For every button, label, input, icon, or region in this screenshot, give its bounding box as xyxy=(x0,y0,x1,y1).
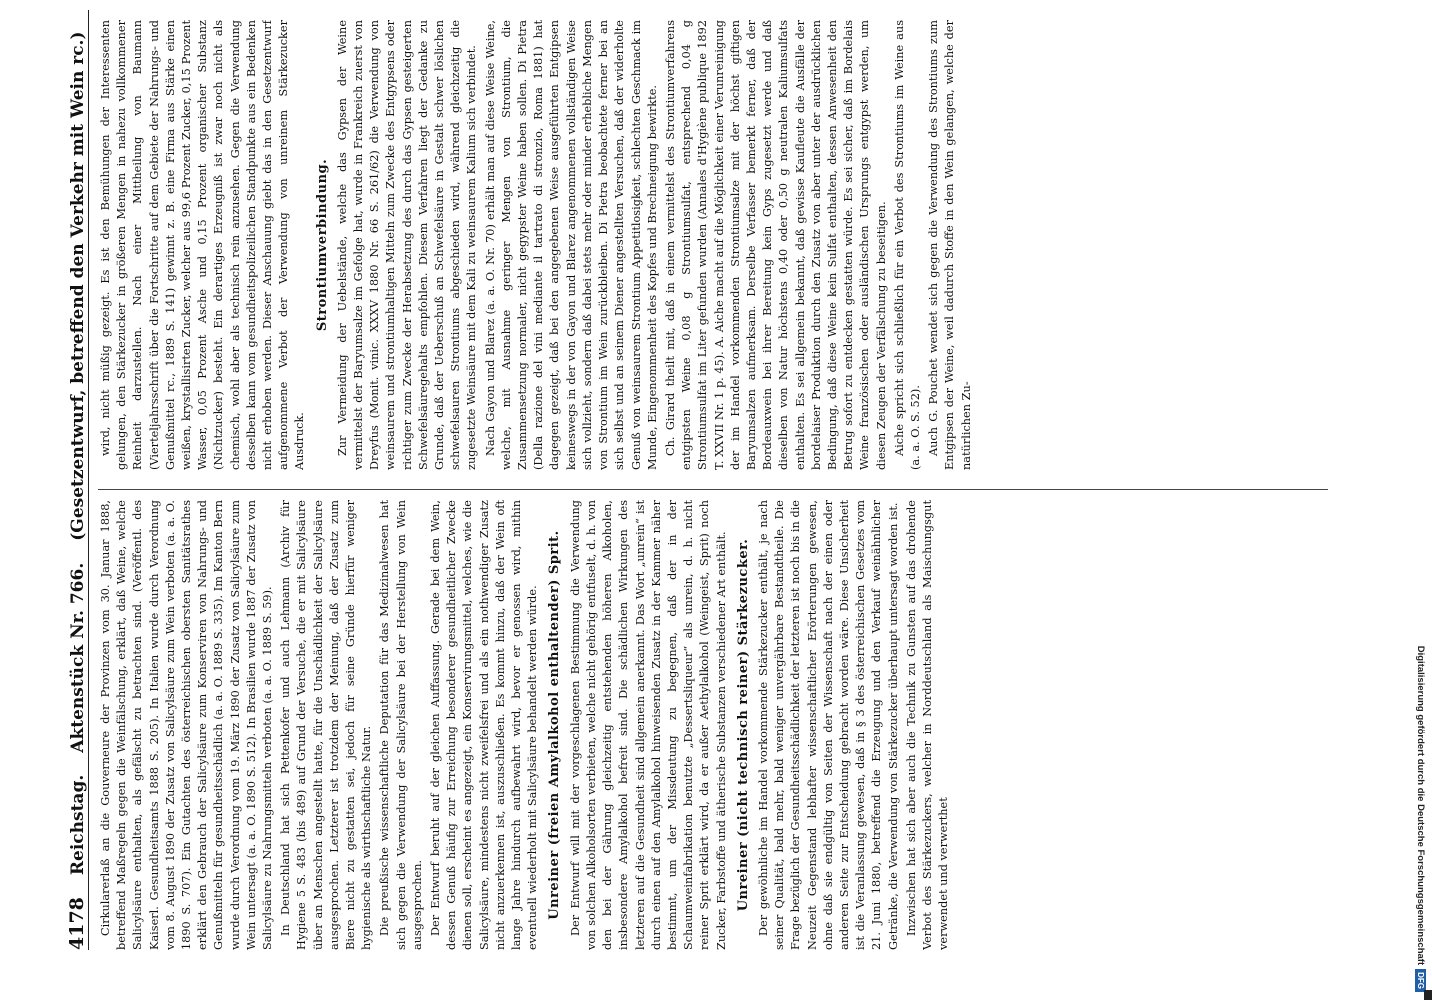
left-column xyxy=(98,500,1348,950)
section-heading: Unreiner (freien Amylalkohol enthaltender) Sprit. xyxy=(547,530,563,920)
scan-edge-mark xyxy=(1424,990,1432,1000)
paragraph: Der Entwurf beruht auf der gleichen Auffassung. Gerade bei dem Wein, dessen Genuß häufig zur Erreichung besonderer gesundheitlicher Zwecke dienen soll, erscheint es angezeigt, ein Konservirungsmittel, welches, wie die Salicylsäure, mindestens nicht zweifelsfrei und als ein nothwendiger Zusatz nicht anzuerkennen ist, auszuschließen. Es kommt hinzu, daß der Wein oft lange Jahre hindurch aufbewahrt wird, bevor er genossen wird, mithin eventuell wiederholt mit Salicylsäure behandelt werden würde. xyxy=(429,500,540,950)
header-source: Reichstag. xyxy=(68,774,88,876)
rotated-page-content xyxy=(30,0,1360,960)
page-number: 4178 xyxy=(66,897,88,950)
paragraph: Nach Gayon und Blarez (a. a. O. Nr. 70) erhält man auf diese Weise Weine, welche, mit Ausnahme geringer Mengen von Strontium, die Zusammensetzung normaler, nicht gegypster Weine haben sollen. Di Pietra (Della razione del vini mediante il tartrato di stronzio, Roma 1881) hat dagegen gezeigt, daß bei den angegebenen Weise ausgeführten Entgipsen keineswegs in der von Gayon und Blarez angenommenen vollständigen Weise sich vollzieht, sondern daß dabei stets mehr oder minder erhebliche Mengen von Strontium im Wein zurückbleiben. Di Pietra beobachtete ferner bei an sich selbst und an seinem Diener angestellten Versuchen, daß der widerholte Genuß von weinsaurem Strontium Appetitlosigkeit, schlechten Geschmack im Munde, Eingenommenheit des Kopfes und Brechneigung bewirkte. xyxy=(483,20,659,470)
paragraph: Inzwischen hat sich aber auch die Technik zu Gunsten auf das drohende Verbot des Stärkezuckers, welcher in Norddeutschland als Maischungsgut verwendet und verwerthet xyxy=(904,500,951,950)
section-heading: Unreiner (nicht technisch reiner) Stärkezucker. xyxy=(735,538,751,912)
paragraph: Der Entwurf will mit der vorgeschlagenen Bestimmung die Verwendung von solchen Alkoholsorten verbieten, welche nicht gehörig entfuselt, d. h. von den bei der Gährung gleichzeitig entstehenden höheren Alkoholen, insbesondere Amylalkohol befreit sind. Die schädlichen Wirkungen des letzteren auf die Gesundheit sind allgemein anerkannt. Das Wort „unrein“ ist durch einen auf den Amylalkohol hinweisenden Zusatz in der Kammer näher bestimmt, um der Missdeutung zu begegnen, daß der in der Schaumweinfabrikation benutzte „Dessertsliqueur“ als unrein, d. h. nicht reiner Sprit erklärt wird, da er außer Aethylalkohol (Weingeist, Sprit) noch Zucker, Farbstoffe und ätherische Substanzen verschiedener Art enthält. xyxy=(568,500,728,950)
dfg-logo: DFG xyxy=(1416,969,1427,992)
right-column xyxy=(98,20,1348,470)
credit-line xyxy=(1410,0,1432,1000)
paragraph: In Deutschland hat sich Pettenkofer und auch Lehmann (Archiv für Hygiene 5 S. 483 (bis 489) auf Grund der Versuche, die er mit Salicylsäure über an Menschen angestellt hatte, für die Unschädlichkeit der Salicylsäure ausgesprochen. Letzterer ist trotzdem der Meinung, daß der Zusatz zum Biere nicht zu gestatten sei, jedoch für seine Gründe hierfür weniger hygienische als wirthschaftliche Natur. xyxy=(279,500,374,950)
digitization-credit-bar xyxy=(1410,0,1432,1000)
page-header xyxy=(48,10,89,950)
header-subject: (Gesetzentwurf, betreffend den Verkehr mit Wein rc.) xyxy=(68,31,88,541)
paragraph: Aiche spricht sich schließlich für ein Verbot des Strontiums im Weine aus (a. a. O. S. 52). xyxy=(892,20,922,470)
paragraph: Cirkularerlaß an die Gouverneure der Provinzen vom 30. Januar 1888, betreffend Maßregeln gegen die Weinfälschung, erklärt, daß Weine, welche Salicylsäure enthalten, als gefälscht zu betrachten sind. (Veröffentl. des Kaiserl. Gesundheitsamts 1888 S. 205). In Italien wurde durch Verordnung vom 8. August 1890 der Zusatz von Salicylsäure zum Wein verboten (a. a. O. 1890 S. 707). Ein Gutachten des österreichischen obersten Sanitätsrathes erklärt den Gebrauch der Salicylsäure zum Konserviren von Nahrungs- und Genußmitteln für gesundheitsschädlich (a. a. O. 1889 S. 335). Im Kanton Bern wurde durch Verordnung vom 19. März 1890 der Zusatz von Salicylsäure zum Wein untersagt (a. a. O. 1890 S. 512). In Brasilien wurde 1887 der Zusatz von Salicylsäure zu Nahrungsmitteln verboten (a. a. O. 1889 S. 59). xyxy=(99,500,275,950)
paragraph: wird, nicht müßig gezeigt. Es ist den Bemühungen der Interessenten gelungen, den Stärkezucker in größeren Mengen in nahezu vollkommener Reinheit darzustellen. Nach einer Mittheilung von Baumann (Vierteljahrsschrift über die Fortschritte auf dem Gebiete der Nahrungs- und Genußmittel rc., 1889 S. 141) gewinnt z. B. eine Firma aus Stärke einen weißen, krystallisirten Zucker, welcher aus 99,6 Prozent Zucker, 0,15 Prozent Wasser, 0,05 Prozent Asche und 0,15 Prozent organischer Substanz (Nichtzucker) besteht. Ein derartiges Erzeugniß ist zwar noch nicht als chemisch, wohl aber als technisch rein anzusehen. Gegen die Verwendung desselben kann vom gesundheitspolizeilichen Standpunkte aus ein Bedenken nicht erhoben werden. Dieser Anschauung giebt das in den Gesetzentwurf aufgenommene Verbot der Verwendung von unreinem Stärkezucker Ausdruck. xyxy=(99,20,307,470)
column-divider xyxy=(98,489,1328,490)
paragraph: Die preußische wissenschaftliche Deputation für das Medizinalwesen hat sich gegen die Verwendung der Salicylsäure bei der Herstellung von Wein ausgesprochen. xyxy=(378,500,424,950)
section-heading: Strontiumverbindung. xyxy=(314,158,330,332)
paragraph: Auch G. Pouchet wendet sich gegen die Verwendung des Strontiums zum Entgipsen der Weine, weil dadurch Stoffe in den Wein gelangen, welche der natürlichen Zu- xyxy=(927,20,973,470)
credit-text: Digitalisierung gefördert durch die Deutsche Forschungsgemeinschaft xyxy=(1415,645,1427,966)
header-document: Aktenstück Nr. 766. xyxy=(68,562,88,753)
paragraph: Ch. Girard theilt mit, daß in einem vermittelst des Strontiumverfahrens entgipsten Weine 0,08 g Strontiumsulfat, entsprechend 0,04 g Strontiumsulfat im Liter gefunden wurden (Annales d'Hygiène publique 1892 T. XXVII Nr. 1 p. 45). A. Aiche macht auf die Möglichkeit einer Verunreinigung der im Handel vorkommenden Strontiumsalze mit der höchst giftigen Baryumsalzen aufmerksam. Derselbe Verfasser bemerkt ferner, daß der Bordeauxwein bei ihrer Bereitung kein Gyps zugesetzt werde und daß dieselben von Natur höchstens 0,40 oder 0,50 g neutralen Kaliumsulfats enthalten. Es sei allgemein bekannt, daß gewisse Kaufleute die Ausfälle der bordelaiser Produktion durch den Zusatz von aber unter der ausdrücklichen Bedingung, daß diese Weine kein Sulfat enthalten, dessen Anwesenheit den Betrug sofort zu entdecken gestatten würde. Es sei sicher, daß im Bordelais Weine französischen oder ausländischen Ursprungs entgypst werden, um diesen Zeugen der Verfälschung zu beseitigen. xyxy=(663,20,888,470)
paragraph: Der gewöhnliche im Handel vorkommende Stärkezucker enthält, je nach seiner Qualität, bald mehr, bald weniger unvergährbare Bestandtheile. Die Frage bezüglich der Gesundheitsschädlichkeit der letzteren ist noch bis in die Neuzeit Gegenstand lebhafter wissenschaftlicher Erörterungen gewesen, ohne daß sie endgültig von Seiten der Wissenschaft nach der einen oder anderen Seite zur Entscheidung gebracht worden wäre. Diese Unsicherheit ist die Veranlassung gewesen, daß in § 3 des österreichischen Gesetzes vom 21. Juni 1880, betreffend die Erzeugung und den Verkauf weinähnlicher Getränke, die Verwendung von Stärkezucker überhaupt untersagt worden ist. xyxy=(756,500,900,950)
paragraph: Zur Vermeidung der Uebelstände, welche das Gypsen der Weine vermittelst der Baryumsalze im Gefolge hat, wurde in Frankreich zuerst von Dreyfus (Monit. vinic. XXXV 1880 Nr. 66 S. 261/62) die Verwendung von weinsaurem und strontiumhaltigen Mitteln zum Zwecke des Entgypsens oder richtiger zum Zwecke der Herabsetzung des durch das Gypsen gesteigerten Schwefelsäuregehalts empfohlen. Diesem Verfahren liegt der Gedanke zu Grunde, daß der Ueberschuß an Schwefelsäure in Gestalt schwer löslichen schwefelsauren Strontiums abgeschieden wird, während gleichzeitig die zugesetzte Weinsäure mit dem Kali zu weinsaurem Kalium sich verbindet. xyxy=(335,20,479,470)
